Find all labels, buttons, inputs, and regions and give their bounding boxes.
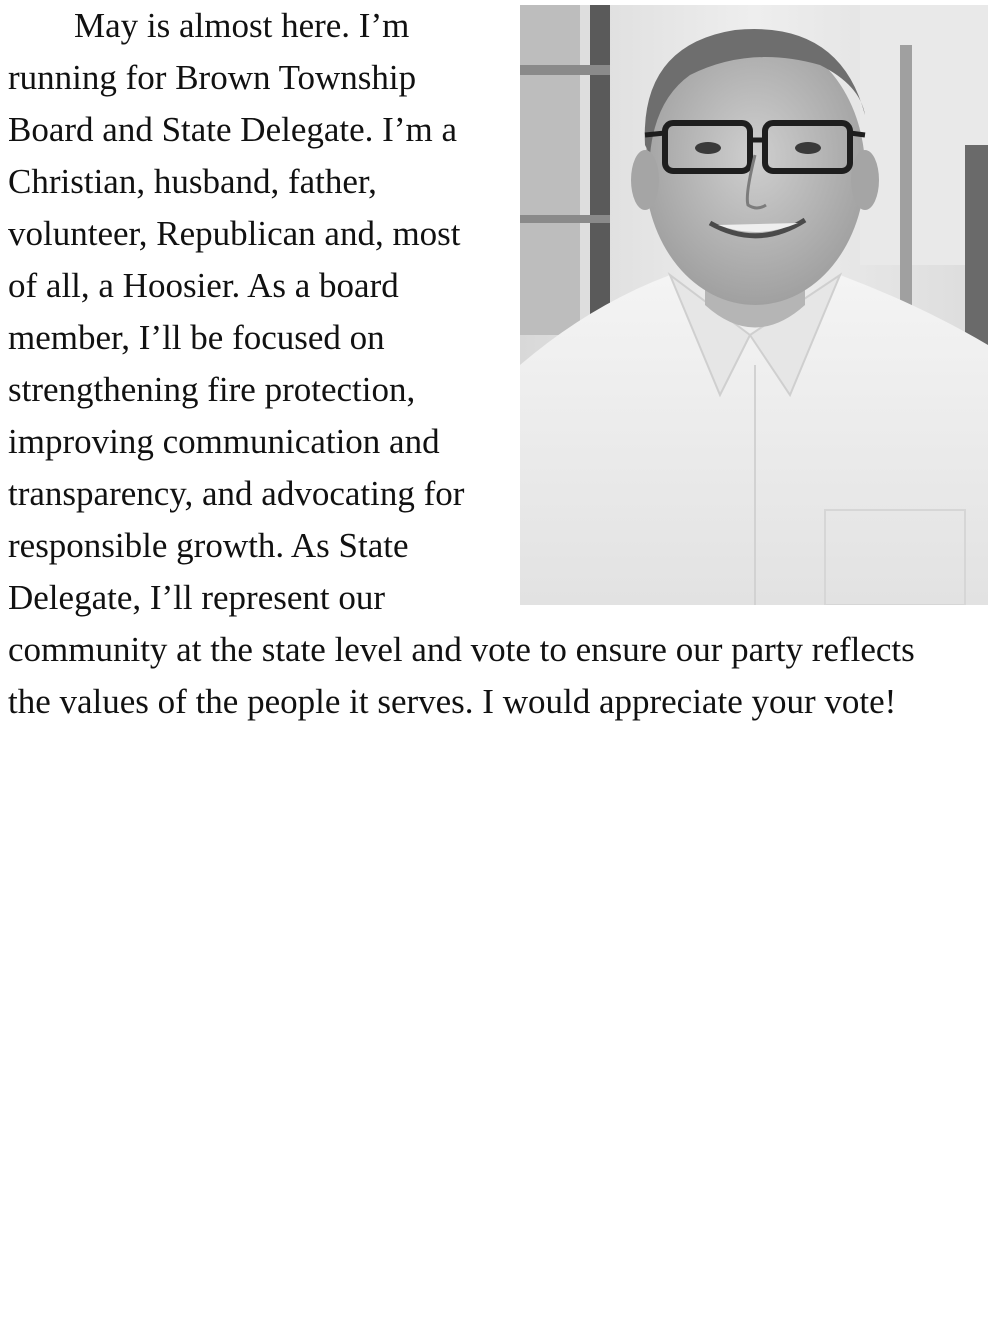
text-line: strengthening fire protection, — [8, 370, 416, 409]
text-line: improving communication and — [8, 422, 440, 461]
text-line: community at the state level and vote to ensure our party reflects — [8, 630, 915, 669]
text-line: member, I’ll be focused on — [8, 318, 385, 357]
text-line: volunteer, Republican and, most — [8, 214, 461, 253]
text-line: running for Brown Township — [8, 58, 417, 97]
text-line: of all, a Hoosier. As a board — [8, 266, 399, 305]
text-line: Board and State Delegate. I’m a — [8, 110, 457, 149]
text-line: the values of the people it serves. I would appreciate your vote! — [8, 682, 897, 721]
text-line: Delegate, I’ll represent our — [8, 578, 386, 617]
candidate-photo — [520, 5, 988, 605]
text-line: May is almost here. I’m — [74, 6, 410, 45]
text-line: responsible growth. As State — [8, 526, 409, 565]
text-line: transparency, and advocating for — [8, 474, 465, 513]
text-line: Christian, husband, father, — [8, 162, 377, 201]
